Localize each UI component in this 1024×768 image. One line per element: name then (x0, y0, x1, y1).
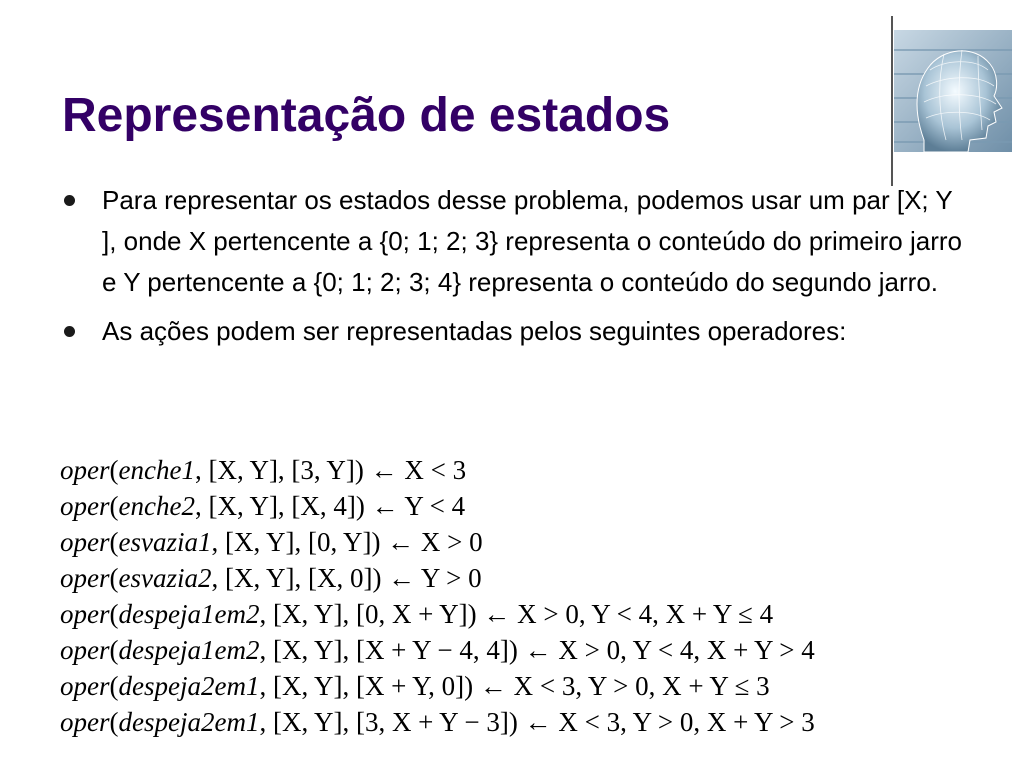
divider-line (891, 16, 893, 186)
operator-args: , [X, Y], [0, X + Y]) ← X > 0, Y < 4, X + Y ≤ 4 (259, 599, 774, 629)
bullet-item (62, 180, 962, 303)
operator-action: enche1 (118, 455, 195, 485)
operator-args: , [X, Y], [X + Y, 0]) ← X < 3, Y > 0, X + Y ≤ 3 (259, 671, 770, 701)
bullet-text: Para representar os estados desse problema, podemos usar um par [X; Y ], onde X pertencente a {0; 1; 2; 3} representa o conteúdo do primeiro jarro e Y pertencente a {0; 1; 2; 3; 4} representa o conteúdo do segundo jarro. (102, 185, 963, 297)
operator-action: esvazia1 (118, 527, 212, 557)
bullet-list (62, 180, 962, 360)
operator-line: oper(despeja1em2, [X, Y], [0, X + Y]) ← X > 0, Y < 4, X + Y ≤ 4 (60, 599, 774, 629)
operator-line: oper(despeja2em1, [X, Y], [3, X + Y − 3]) ← X < 3, Y > 0, X + Y > 3 (60, 707, 815, 737)
operator-line: oper(despeja2em1, [X, Y], [X + Y, 0]) ← X < 3, Y > 0, X + Y ≤ 3 (60, 671, 770, 701)
bullet-text: As ações podem ser representadas pelos seguintes operadores: (102, 316, 847, 346)
operator-args: , [X, Y], [X + Y − 4, 4]) ← X > 0, Y < 4, X + Y > 4 (259, 635, 815, 665)
operator-fn: oper (60, 527, 110, 557)
bullet-dot-icon (64, 195, 75, 206)
operator-args: , [X, Y], [X, 0]) ← Y > 0 (211, 563, 482, 593)
operator-list (60, 452, 1000, 740)
operator-action: esvazia2 (118, 563, 212, 593)
operator-line: oper(enche2, [X, Y], [X, 4]) ← Y < 4 (60, 491, 466, 521)
operator-args: , [X, Y], [0, Y]) ← X > 0 (211, 527, 483, 557)
operator-fn: oper (60, 455, 110, 485)
operator-action: despeja1em2 (118, 635, 260, 665)
operator-line: oper(despeja1em2, [X, Y], [X + Y − 4, 4]) ← X > 0, Y < 4, X + Y > 4 (60, 635, 815, 665)
operator-fn: oper (60, 599, 110, 629)
operator-action: despeja2em1 (118, 671, 260, 701)
bullet-item (62, 311, 962, 352)
operator-args: , [X, Y], [3, Y]) ← X < 3 (194, 455, 467, 485)
operator-args: , [X, Y], [X, 4]) ← Y < 4 (194, 491, 466, 521)
operator-fn: oper (60, 635, 110, 665)
operator-action: despeja2em1 (118, 707, 260, 737)
operator-action: enche2 (118, 491, 195, 521)
operator-args: , [X, Y], [3, X + Y − 3]) ← X < 3, Y > 0, X + Y > 3 (259, 707, 815, 737)
operator-fn: oper (60, 671, 110, 701)
operator-fn: oper (60, 563, 110, 593)
operator-line: oper(esvazia2, [X, Y], [X, 0]) ← Y > 0 (60, 563, 482, 593)
operator-line: oper(enche1, [X, Y], [3, Y]) ← X < 3 (60, 455, 467, 485)
operator-line: oper(esvazia1, [X, Y], [0, Y]) ← X > 0 (60, 527, 483, 557)
operator-action: despeja1em2 (118, 599, 260, 629)
bullet-dot-icon (64, 326, 75, 337)
slide-title: Representação de estados (62, 89, 671, 142)
wireframe-head-icon (894, 30, 1012, 152)
operator-fn: oper (60, 491, 110, 521)
operator-fn: oper (60, 707, 110, 737)
